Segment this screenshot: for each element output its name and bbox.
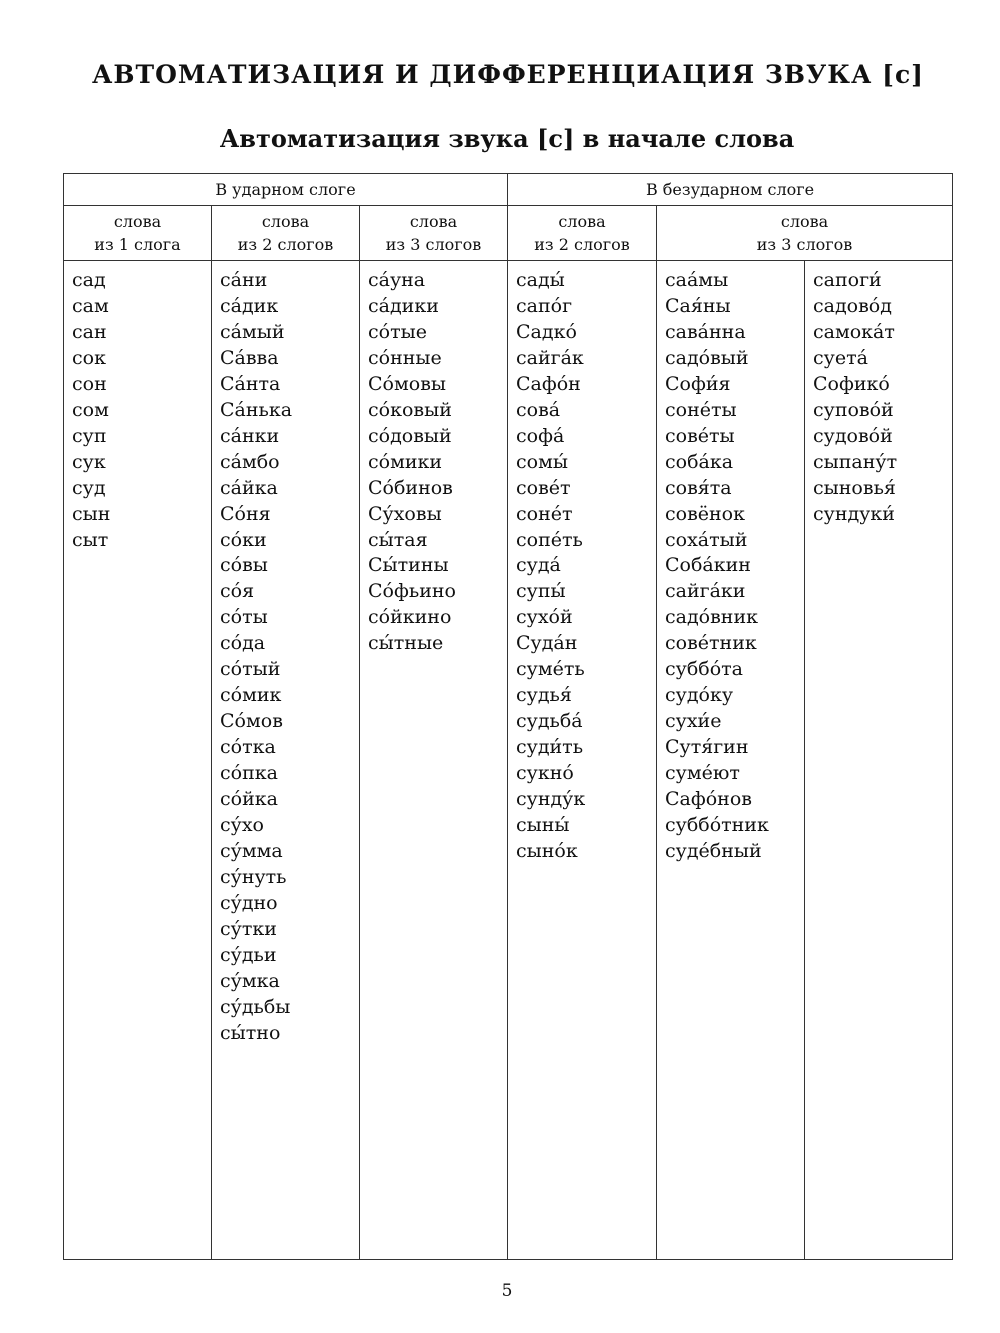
word-item: со́тка [220, 736, 276, 759]
word-item: су́дьбы [220, 995, 291, 1018]
word-item: сыновья́ [813, 476, 896, 499]
word-column-2 [212, 261, 360, 1260]
word-item: Сафо́нов [665, 788, 752, 811]
word-item: Сая́ны [665, 294, 731, 317]
word-item: сад [72, 269, 106, 291]
word-item: са́нки [220, 424, 280, 447]
word-item: совя́та [665, 476, 732, 499]
word-item: со́йкино [368, 606, 452, 629]
word-item: судово́й [813, 424, 893, 447]
word-item: сове́тник [665, 632, 757, 655]
sub-header-2-syllables-stressed: слова из 2 слогов [212, 206, 360, 261]
word-item: сон [72, 372, 107, 395]
word-item: Соба́кин [665, 554, 751, 577]
word-column-4 [508, 261, 657, 1260]
word-item: Са́вва [220, 346, 279, 369]
word-item: соба́ка [665, 450, 734, 473]
word-item: саа́мы [665, 269, 729, 291]
word-item: со́пка [220, 762, 278, 785]
word-item: сухи́е [665, 710, 722, 733]
word-item: Су́ховы [368, 502, 442, 525]
word-item: со́да [220, 632, 266, 655]
word-item: су́нуть [220, 865, 287, 888]
word-item: судéбный [665, 839, 762, 862]
word-item: со́я [220, 580, 255, 603]
word-item: сын [72, 502, 111, 525]
word-item: Со́ня [220, 502, 271, 525]
word-item: садо́вник [665, 606, 759, 629]
word-item: сыт [72, 528, 109, 551]
word-item: Сы́тины [368, 554, 449, 577]
word-column-3 [360, 261, 508, 1260]
word-item: сухо́й [516, 606, 573, 629]
word-item: софа́ [516, 424, 565, 447]
word-item: сапоги́ [813, 269, 882, 291]
word-item: судьба́ [516, 710, 583, 733]
word-item: сове́т [516, 476, 571, 499]
word-item: со́мики [368, 450, 443, 473]
word-item: сок [72, 346, 106, 369]
word-item: сова́ [516, 398, 561, 421]
word-item: сы́тно [220, 1021, 281, 1044]
word-item: сы́тая [368, 528, 428, 551]
word-item: суета́ [813, 346, 868, 369]
word-item: сундуки́ [813, 502, 895, 525]
word-item: суп [72, 424, 107, 447]
word-item: сайга́к [516, 346, 584, 369]
section-title: Автоматизация звука [с] в начале слова [219, 124, 795, 153]
word-item: суда́ [516, 554, 561, 577]
word-item: со́нные [368, 346, 442, 369]
word-item: суме́ть [516, 658, 585, 681]
word-item: со́ковый [368, 398, 452, 421]
word-item: сопе́ть [516, 528, 583, 551]
word-item: со́тые [368, 320, 427, 343]
word-item: сан [72, 320, 107, 343]
word-item: Садко́ [516, 320, 577, 343]
word-item: сапо́г [516, 294, 573, 317]
word-item: Сутя́гин [665, 736, 749, 759]
word-item: су́мка [220, 969, 280, 992]
group-header-stressed: В ударном слоге [64, 174, 508, 206]
sub-header-3-syllables-unstressed: слова из 3 слогов [657, 206, 953, 261]
word-item: сыпану́т [813, 450, 898, 473]
word-item: Софи́я [665, 372, 731, 395]
word-item: садо́вый [665, 346, 749, 369]
word-item: Со́мов [220, 710, 283, 733]
word-item: са́уна [368, 269, 426, 291]
word-item: супово́й [813, 398, 894, 421]
word-item: сове́ты [665, 424, 735, 447]
word-item: су́дно [220, 891, 278, 914]
word-item: са́мбо [220, 450, 280, 473]
word-item: сады́ [516, 269, 565, 291]
word-item: су́хо [220, 814, 264, 837]
word-item: со́йка [220, 788, 278, 811]
word-item: соне́т [516, 502, 573, 525]
word-item: сук [72, 450, 106, 473]
word-item: сукно́ [516, 762, 574, 785]
word-item: судья́ [516, 684, 572, 707]
word-item: са́дики [368, 294, 439, 317]
page-title: АВТОМАТИЗАЦИЯ И ДИФФЕРЕНЦИАЦИЯ ЗВУКА [с] [92, 60, 924, 89]
word-item: Сафо́н [516, 372, 581, 395]
sub-header-3-syllables-stressed: слова из 3 слогов [360, 206, 508, 261]
word-item: сомы́ [516, 450, 568, 473]
word-item: садово́д [813, 294, 892, 317]
word-column-5 [657, 261, 805, 1260]
word-item: Са́нька [220, 398, 293, 421]
word-item: суме́ют [665, 762, 740, 785]
word-item: соха́тый [665, 528, 748, 551]
word-item: са́ни [220, 269, 268, 291]
word-item: со́ки [220, 528, 267, 551]
word-item: сыны́ [516, 814, 570, 837]
word-item: су́мма [220, 839, 283, 862]
word-item: сайга́ки [665, 580, 746, 603]
word-item: суд [72, 476, 106, 499]
word-item: судо́ку [665, 684, 734, 707]
word-item: самока́т [813, 320, 895, 343]
word-item: сы́тные [368, 632, 444, 655]
word-item: со́тый [220, 658, 281, 681]
word-column-1 [64, 261, 212, 1260]
word-item: соне́ты [665, 398, 737, 421]
word-item: супы́ [516, 580, 566, 603]
word-item: сом [72, 398, 109, 421]
word-item: суббо́та [665, 658, 743, 681]
word-item: со́ты [220, 606, 268, 629]
word-item: су́дьи [220, 943, 277, 966]
word-item: сава́нна [665, 320, 746, 343]
word-item: Со́мовы [368, 372, 447, 395]
word-item: со́мик [220, 684, 282, 707]
word-table [63, 173, 953, 1260]
word-item: Со́бинов [368, 476, 453, 499]
sub-header-1-syllable: слова из 1 слога [64, 206, 212, 261]
word-item: сам [72, 294, 109, 317]
word-item: са́мый [220, 320, 285, 343]
word-column-6 [805, 261, 953, 1260]
word-item: суббо́тник [665, 814, 769, 837]
word-item: Суда́н [516, 632, 578, 655]
word-item: суди́ть [516, 736, 584, 759]
page-number: 5 [501, 1281, 513, 1301]
word-item: Софико́ [813, 372, 890, 395]
word-item: Са́нта [220, 372, 281, 395]
word-item: сыно́к [516, 839, 578, 862]
word-item: со́вы [220, 554, 268, 577]
word-item: со́довый [368, 424, 452, 447]
group-header-unstressed: В безударном слоге [508, 174, 953, 206]
sub-header-2-syllables-unstressed: слова из 2 слогов [508, 206, 657, 261]
word-item: совёнок [665, 502, 745, 525]
word-item: са́дик [220, 294, 279, 317]
word-item: Со́фьино [368, 580, 456, 603]
word-item: су́тки [220, 917, 277, 940]
word-item: сунду́к [516, 788, 586, 811]
word-item: са́йка [220, 476, 278, 499]
